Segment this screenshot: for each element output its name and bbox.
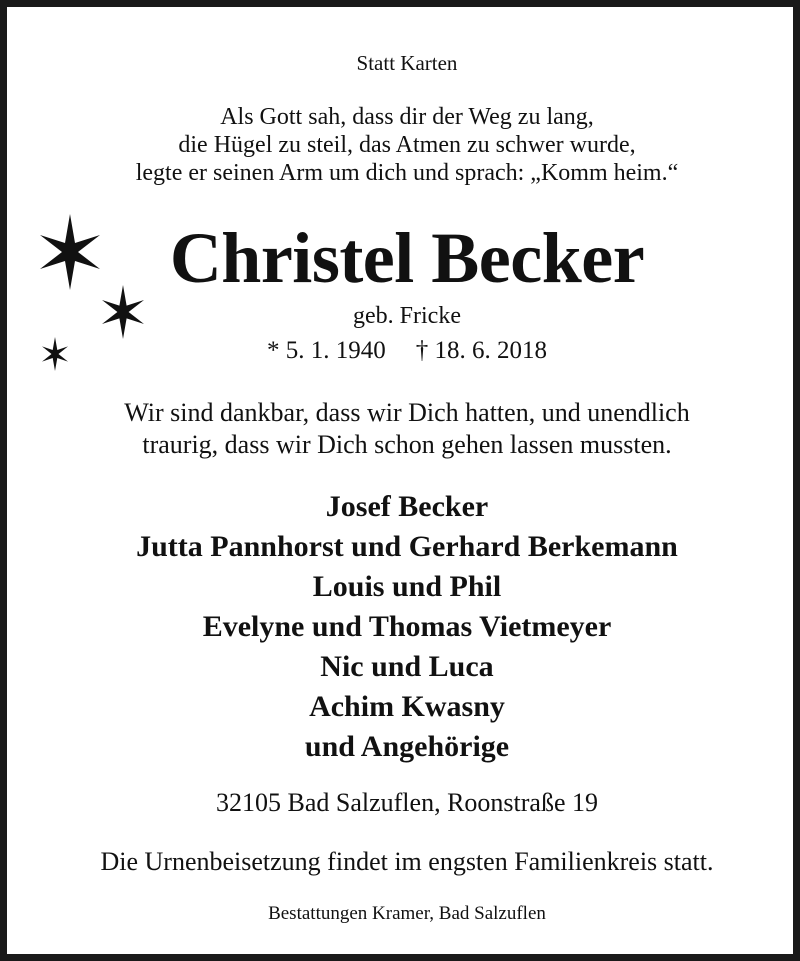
address: 32105 Bad Salzuflen, Roonstraße 19 (216, 788, 598, 817)
thanks-text (7, 397, 800, 461)
mourner: Josef Becker (325, 490, 489, 523)
maiden-name: geb. Fricke (353, 303, 461, 329)
burial-note: Die Urnenbeisetzung findet im engsten Familienkreis statt. (100, 847, 714, 876)
mourner: Evelyne und Thomas Vietmeyer (202, 610, 612, 643)
undertaker: Bestattungen Kramer, Bad Salzuflen (268, 903, 546, 924)
mourner: Achim Kwasny (309, 690, 505, 723)
poem-line: legte er seinen Arm um dich und sprach: „Komm heim.“ (135, 160, 679, 186)
thanks-line: traurig, dass wir Dich schon gehen lassen mussten. (142, 430, 672, 459)
thanks-line: Wir sind dankbar, dass wir Dich hatten, und unendlich (124, 398, 690, 427)
mourner: Jutta Pannhorst und Gerhard Berkemann (136, 530, 678, 563)
mourner: Nic und Luca (320, 650, 494, 683)
poem-line: die Hügel zu steil, das Atmen zu schwer wurde, (178, 132, 636, 158)
poem (7, 103, 800, 187)
death-date: † 18. 6. 2018 (415, 337, 547, 364)
life-dates (7, 337, 800, 365)
birth-date: * 5. 1. 1940 (267, 337, 386, 364)
deceased-name: Christel Becker (169, 218, 645, 298)
mourners-list (7, 487, 800, 767)
header-text: Statt Karten (356, 51, 458, 75)
mourner: Louis und Phil (312, 570, 502, 603)
mourner: und Angehörige (304, 730, 510, 763)
poem-line: Als Gott sah, dass dir der Weg zu lang, (220, 104, 594, 130)
